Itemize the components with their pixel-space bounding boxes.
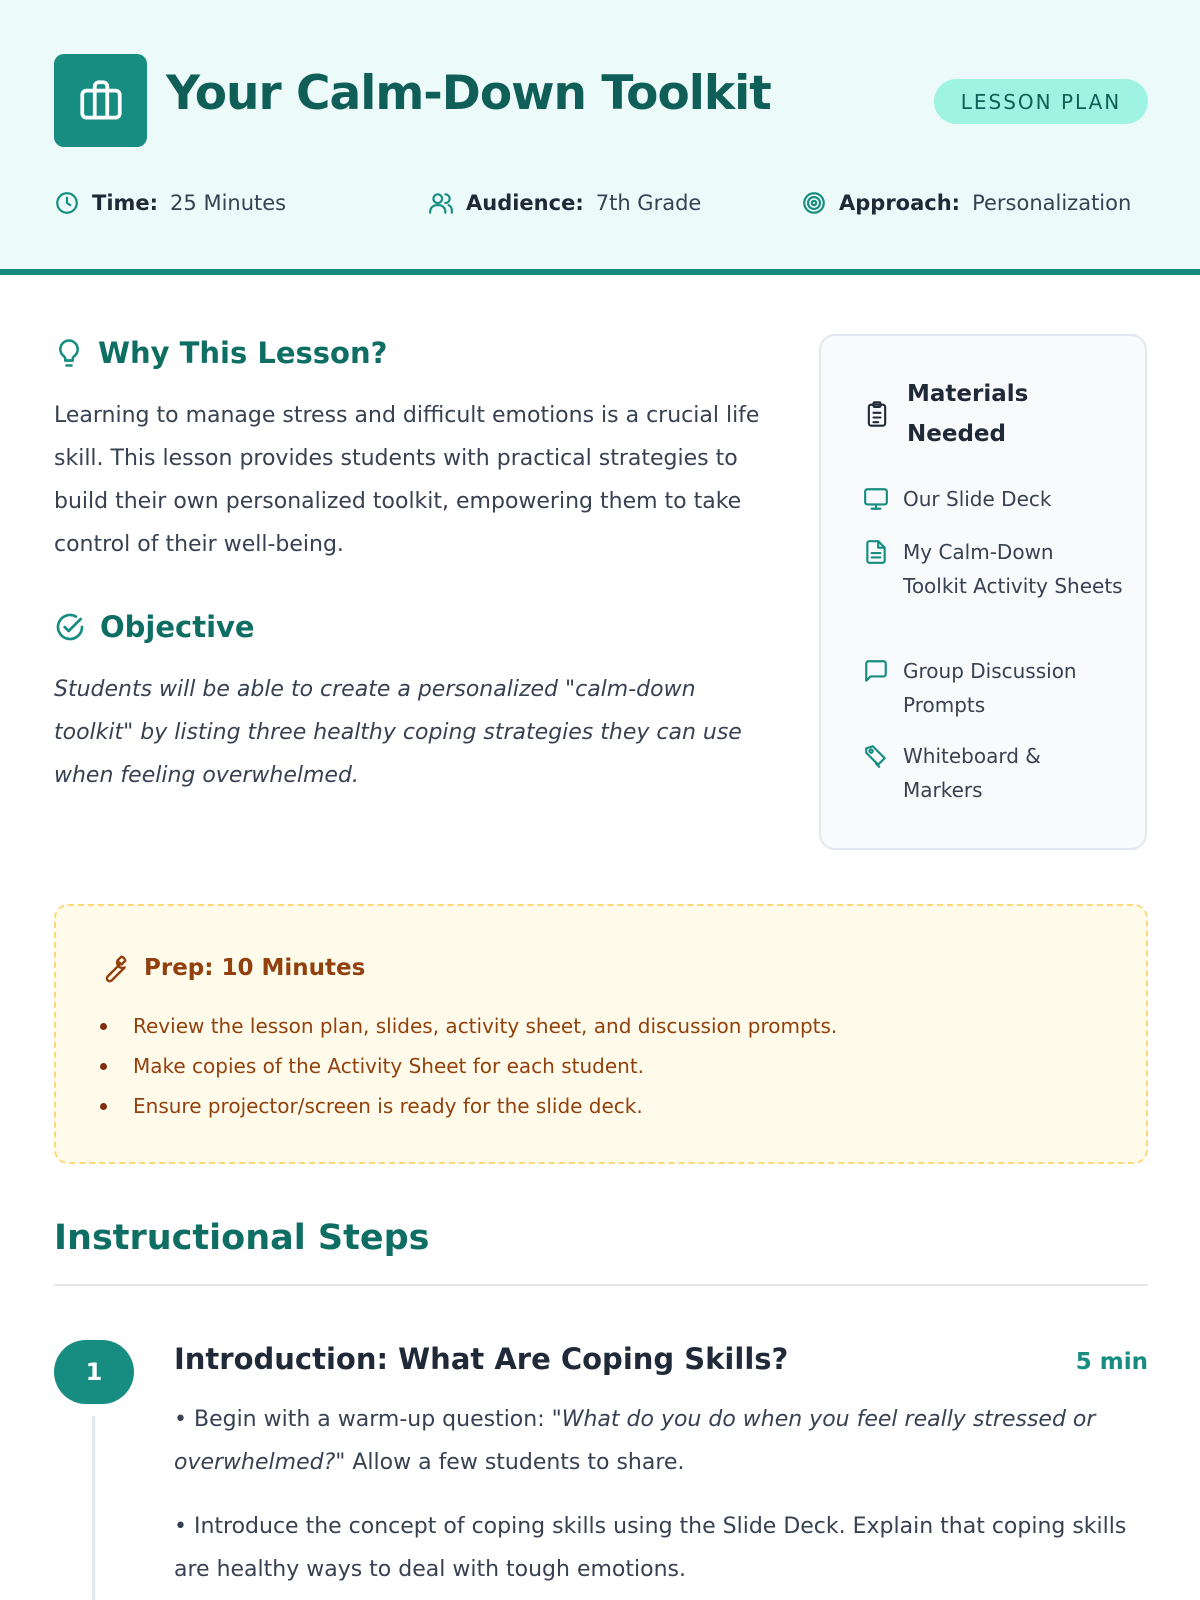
materials-title: Materials Needed (907, 381, 1029, 447)
briefcase-icon (76, 76, 126, 126)
page-title: Your Calm-Down Toolkit (166, 66, 771, 121)
meta-label: Approach: (839, 191, 961, 215)
step-duration: 5 min (1075, 1349, 1148, 1375)
meta-time (54, 188, 286, 218)
marker-icon (863, 743, 889, 769)
clock-icon (54, 190, 80, 216)
steps-title: Instructional Steps (54, 1218, 430, 1258)
prep-item (98, 1086, 837, 1126)
material-item (863, 739, 1123, 807)
step-bullet-prefix: • Begin with a warm-up question: (174, 1407, 552, 1432)
message-icon (863, 658, 889, 684)
material-item (863, 482, 1123, 516)
step-bullet-quote: "What do you do when you feel really stressed or overwhelmed?" (174, 1407, 1096, 1475)
check-circle-icon (54, 611, 86, 643)
prep-title: Prep: 10 Minutes (144, 955, 366, 981)
meta-label: Audience: (466, 191, 584, 215)
target-icon (801, 190, 827, 216)
clipboard-icon (863, 399, 891, 429)
material-label: Whiteboard & Markers (903, 744, 1041, 802)
toolkit-logo (54, 54, 147, 147)
material-label: Group Discussion Prompts (903, 659, 1077, 717)
meta-value: Personalization (972, 191, 1132, 215)
lesson-header (0, 0, 1200, 275)
prep-item-text: Make copies of the Activity Sheet for each student. (133, 1054, 645, 1078)
prep-item (98, 1006, 837, 1046)
step-title: Introduction: What Are Coping Skills? (174, 1342, 789, 1376)
meta-value: 7th Grade (595, 191, 702, 215)
monitor-icon (863, 486, 889, 512)
step-bullet (174, 1398, 1149, 1484)
why-paragraph: Learning to manage stress and difficult emotions is a crucial life skill. This lesson provides students with practical strategies to build their own personalized toolkit, empowering them to take control of their well-being. (54, 403, 760, 557)
objective-heading (54, 610, 255, 644)
why-title: Why This Lesson? (98, 336, 388, 370)
why-heading (54, 336, 387, 370)
step-number: 1 (54, 1340, 134, 1404)
objective-paragraph: Students will be able to create a personalized "calm-down toolkit" by listing three healthy coping strategies they can use when feeling overwhelmed. (54, 677, 742, 788)
users-icon (428, 190, 454, 216)
meta-approach (801, 188, 1131, 218)
material-label: My Calm-Down Toolkit Activity Sheets (903, 540, 1123, 598)
material-label: Our Slide Deck (903, 487, 1052, 511)
step-bullet-suffix: Allow a few students to share. (345, 1450, 685, 1475)
wrench-icon (98, 952, 130, 984)
materials-card (819, 334, 1147, 850)
document-icon (863, 539, 889, 565)
prep-item (98, 1046, 837, 1086)
materials-heading (863, 374, 1047, 454)
objective-title: Objective (100, 610, 255, 644)
meta-audience (428, 188, 701, 218)
prep-box (54, 904, 1148, 1164)
prep-list (98, 1006, 837, 1126)
bullet-dot (100, 1103, 107, 1110)
step-bullet: • Introduce the concept of coping skills using the Slide Deck. Explain that coping skills are healthy ways to deal with tough emotions. (174, 1514, 1127, 1582)
bullet-dot (100, 1023, 107, 1030)
prep-heading (98, 952, 365, 984)
prep-item-text: Ensure projector/screen is ready for the slide deck. (133, 1094, 643, 1118)
lightbulb-icon (54, 336, 84, 370)
divider (54, 1284, 1148, 1286)
lesson-plan-badge: LESSON PLAN (934, 79, 1148, 124)
material-item (863, 654, 1123, 722)
prep-item-text: Review the lesson plan, slides, activity sheet, and discussion prompts. (133, 1014, 838, 1038)
step-timeline (92, 1416, 95, 1600)
meta-value: 25 Minutes (170, 191, 287, 215)
meta-label: Time: (92, 191, 159, 215)
bullet-dot (100, 1063, 107, 1070)
material-item (863, 535, 1123, 603)
